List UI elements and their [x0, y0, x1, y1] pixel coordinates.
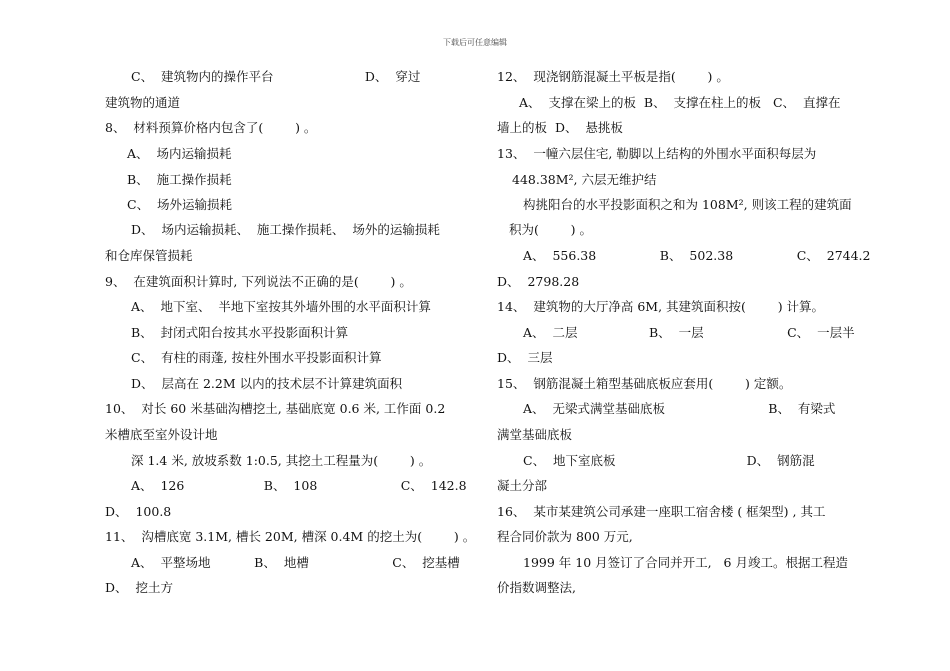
text-line: 12、 现浇钢筋混凝土平板是指( ) 。: [497, 69, 729, 84]
text-line: 程合同价款为 800 万元,: [497, 529, 633, 544]
text-line: 15、 钢筋混凝土箱型基础底板应套用( ) 定额。: [497, 376, 792, 391]
text-line: A、 地下室、 半地下室按其外墙外围的水平面积计算: [131, 299, 431, 314]
text-line: A、 556.38 B、 502.38 C、 2744.2: [523, 248, 871, 263]
text-line: B、 封闭式阳台按其水平投影面积计算: [131, 325, 349, 340]
text-line: A、 126 B、 108 C、 142.8: [131, 478, 467, 493]
text-line: 11、 沟槽底宽 3.1M, 槽长 20M, 槽深 0.4M 的挖土为( ) 。: [105, 529, 476, 544]
text-line: 价指数调整法,: [497, 580, 576, 595]
text-line: D、 挖土方: [105, 580, 173, 595]
text-line: 10、 对长 60 米基础沟槽挖土, 基础底宽 0.6 米, 工作面 0.2: [105, 401, 446, 416]
text-line: 16、 某市某建筑公司承建一座职工宿舍楼 ( 框架型) , 其工: [497, 504, 826, 519]
text-line: 448.38M², 六层无维护结: [512, 172, 657, 187]
text-line: 和仓库保管损耗: [105, 248, 193, 263]
text-line: 满堂基础底板: [497, 427, 573, 442]
text-line: C、 建筑物内的操作平台 D、 穿过: [131, 69, 421, 84]
text-line: 13、 一幢六层住宅, 勒脚以上结构的外围水平面积每层为: [497, 146, 817, 161]
text-line: 积为( ) 。: [509, 222, 593, 237]
text-line: 米槽底至室外设计地: [105, 427, 218, 442]
text-line: 凝土分部: [497, 478, 548, 493]
text-line: C、 场外运输损耗: [127, 197, 233, 212]
text-line: A、 平整场地 B、 地槽 C、 挖基槽: [131, 555, 460, 570]
text-line: C、 有柱的雨蓬, 按柱外围水平投影面积计算: [131, 350, 382, 365]
text-line: 建筑物的通道: [105, 95, 181, 110]
text-line: 深 1.4 米, 放坡系数 1:0.5, 其挖土工程量为( ) 。: [131, 453, 432, 468]
text-line: A、 支撑在梁上的板 B、 支撑在柱上的板 C、 直撑在: [519, 95, 841, 110]
text-line: D、 100.8: [105, 504, 172, 519]
text-line: 1999 年 10 月签订了合同并开工, 6 月竣工。根据工程造: [523, 555, 848, 570]
text-line: A、 二层 B、 一层 C、 一层半: [523, 325, 855, 340]
text-line: D、 场内运输损耗、 施工操作损耗、 场外的运输损耗: [131, 222, 440, 237]
text-line: 14、 建筑物的大厅净高 6M, 其建筑面积按( ) 计算。: [497, 299, 825, 314]
text-line: C、 地下室底板 D、 钢筋混: [523, 453, 815, 468]
page-header: 下载后可任意编辑: [443, 38, 507, 47]
text-line: B、 施工操作损耗: [127, 172, 232, 187]
text-line: A、 场内运输损耗: [127, 146, 232, 161]
text-line: 8、 材料预算价格内包含了( ) 。: [105, 120, 317, 135]
text-line: 构挑阳台的水平投影面积之和为 108M², 则该工程的建筑面: [523, 197, 852, 212]
text-line: D、 2798.28: [497, 274, 580, 289]
text-line: D、 三层: [497, 350, 553, 365]
text-line: D、 层高在 2.2M 以内的技术层不计算建筑面积: [131, 376, 403, 391]
text-line: 9、 在建筑面积计算时, 下列说法不正确的是( ) 。: [105, 274, 412, 289]
text-line: 墙上的板 D、 悬挑板: [497, 120, 623, 135]
text-line: A、 无梁式满堂基础底板 B、 有梁式: [523, 401, 836, 416]
